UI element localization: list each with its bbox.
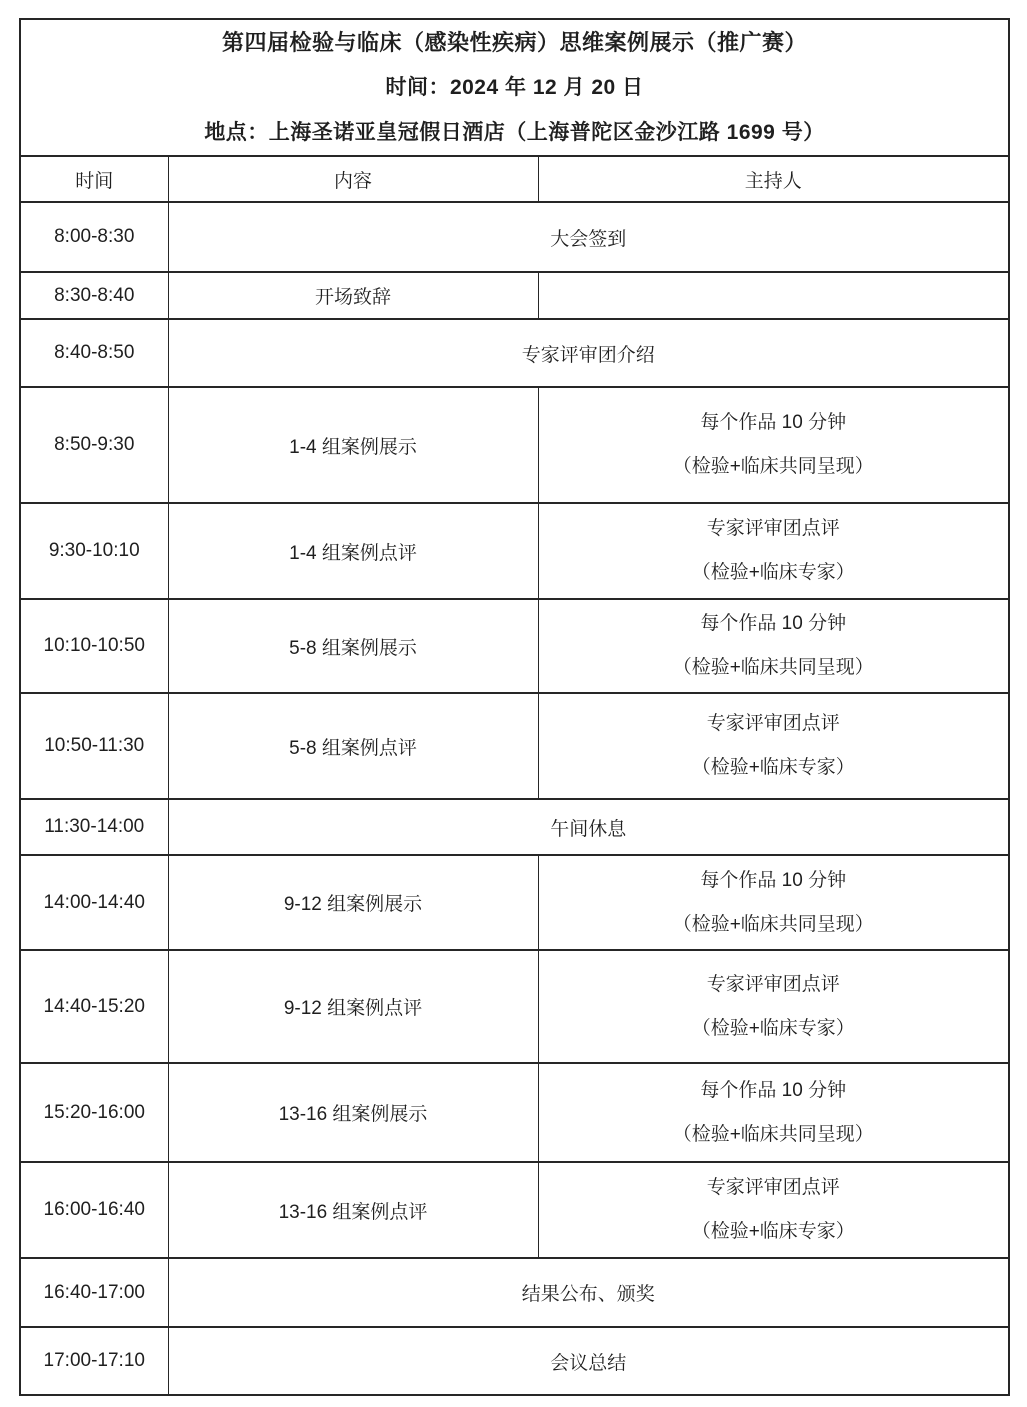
host-note-line: 专家评审团点评 bbox=[706, 518, 840, 539]
column-header-time: 时间 bbox=[20, 156, 168, 202]
column-header-host: 主持人 bbox=[538, 156, 1009, 202]
host-note-line: 每个作品 10 分钟 bbox=[700, 412, 847, 433]
content-cell-merged: 专家评审团介绍 bbox=[168, 319, 1009, 387]
host-note-line: 专家评审团点评 bbox=[706, 973, 840, 995]
table-row bbox=[20, 855, 1009, 950]
table-row bbox=[20, 1258, 1009, 1327]
host-note-line: （检验+临床专家） bbox=[691, 1221, 855, 1242]
title-block-row bbox=[20, 19, 1009, 156]
host-note-line: （检验+临床专家） bbox=[691, 757, 855, 778]
host-cell bbox=[538, 387, 1009, 503]
content-cell: 5-8 组案例展示 bbox=[168, 599, 538, 693]
time-cell: 17:00-17:10 bbox=[20, 1327, 168, 1395]
time-cell: 16:40-17:00 bbox=[20, 1258, 168, 1327]
table-row bbox=[20, 387, 1009, 503]
host-cell bbox=[538, 1063, 1009, 1162]
content-cell: 5-8 组案例点评 bbox=[168, 693, 538, 799]
host-note-line: 专家评审团点评 bbox=[706, 713, 840, 734]
host-note-line: （检验+临床共同呈现） bbox=[672, 456, 874, 477]
table-row bbox=[20, 950, 1009, 1063]
time-cell: 10:10-10:50 bbox=[20, 599, 168, 693]
content-cell-merged: 会议总结 bbox=[168, 1327, 1009, 1395]
host-note-line: （检验+临床共同呈现） bbox=[672, 657, 874, 678]
table-row bbox=[20, 599, 1009, 693]
table-row bbox=[20, 1327, 1009, 1395]
content-cell: 13-16 组案例展示 bbox=[168, 1063, 538, 1162]
host-cell bbox=[538, 503, 1009, 599]
event-location-line: 地点：上海圣诺亚皇冠假日酒店（上海普陀区金沙江路 1699 号） bbox=[204, 121, 825, 144]
host-cell bbox=[538, 1162, 1009, 1258]
content-cell-merged: 大会签到 bbox=[168, 202, 1009, 272]
content-cell: 9-12 组案例点评 bbox=[168, 950, 538, 1063]
time-cell: 9:30-10:10 bbox=[20, 503, 168, 599]
content-cell: 1-4 组案例展示 bbox=[168, 387, 538, 503]
time-cell: 8:50-9:30 bbox=[20, 387, 168, 503]
time-cell: 10:50-11:30 bbox=[20, 693, 168, 799]
table-header-row bbox=[20, 156, 1009, 202]
host-note-line: 每个作品 10 分钟 bbox=[700, 869, 847, 891]
table-row bbox=[20, 272, 1009, 319]
time-cell: 8:40-8:50 bbox=[20, 319, 168, 387]
host-cell bbox=[538, 693, 1009, 799]
host-note-line: 专家评审团点评 bbox=[706, 1177, 840, 1198]
time-cell: 14:00-14:40 bbox=[20, 855, 168, 950]
host-note-line: （检验+临床专家） bbox=[691, 1017, 855, 1039]
content-cell: 9-12 组案例展示 bbox=[168, 855, 538, 950]
schedule-table bbox=[19, 18, 1010, 1396]
table-row bbox=[20, 1063, 1009, 1162]
content-cell-merged: 午间休息 bbox=[168, 799, 1009, 855]
content-cell: 1-4 组案例点评 bbox=[168, 503, 538, 599]
host-cell bbox=[538, 272, 1009, 319]
host-note-line: （检验+临床共同呈现） bbox=[672, 1123, 874, 1145]
content-cell-merged: 结果公布、颁奖 bbox=[168, 1258, 1009, 1327]
table-row bbox=[20, 503, 1009, 599]
host-note-line: 每个作品 10 分钟 bbox=[700, 613, 847, 634]
time-cell: 11:30-14:00 bbox=[20, 799, 168, 855]
content-cell: 开场致辞 bbox=[168, 272, 538, 319]
table-row bbox=[20, 693, 1009, 799]
time-cell: 14:40-15:20 bbox=[20, 950, 168, 1063]
host-cell bbox=[538, 599, 1009, 693]
host-cell bbox=[538, 855, 1009, 950]
time-cell: 16:00-16:40 bbox=[20, 1162, 168, 1258]
time-cell: 15:20-16:00 bbox=[20, 1063, 168, 1162]
title-block-cell bbox=[20, 19, 1009, 156]
content-cell: 13-16 组案例点评 bbox=[168, 1162, 538, 1258]
document-title: 第四届检验与临床（感染性疾病）思维案例展示（推广赛） bbox=[222, 30, 808, 55]
column-header-content: 内容 bbox=[168, 156, 538, 202]
table-row bbox=[20, 1162, 1009, 1258]
table-row bbox=[20, 202, 1009, 272]
host-note-line: （检验+临床共同呈现） bbox=[672, 913, 874, 935]
host-note-line: （检验+临床专家） bbox=[691, 562, 855, 583]
time-cell: 8:00-8:30 bbox=[20, 202, 168, 272]
time-cell: 8:30-8:40 bbox=[20, 272, 168, 319]
table-row bbox=[20, 799, 1009, 855]
host-note-line: 每个作品 10 分钟 bbox=[700, 1079, 847, 1101]
event-date-line: 时间：2024 年 12 月 20 日 bbox=[385, 76, 644, 99]
table-row bbox=[20, 319, 1009, 387]
host-cell bbox=[538, 950, 1009, 1063]
